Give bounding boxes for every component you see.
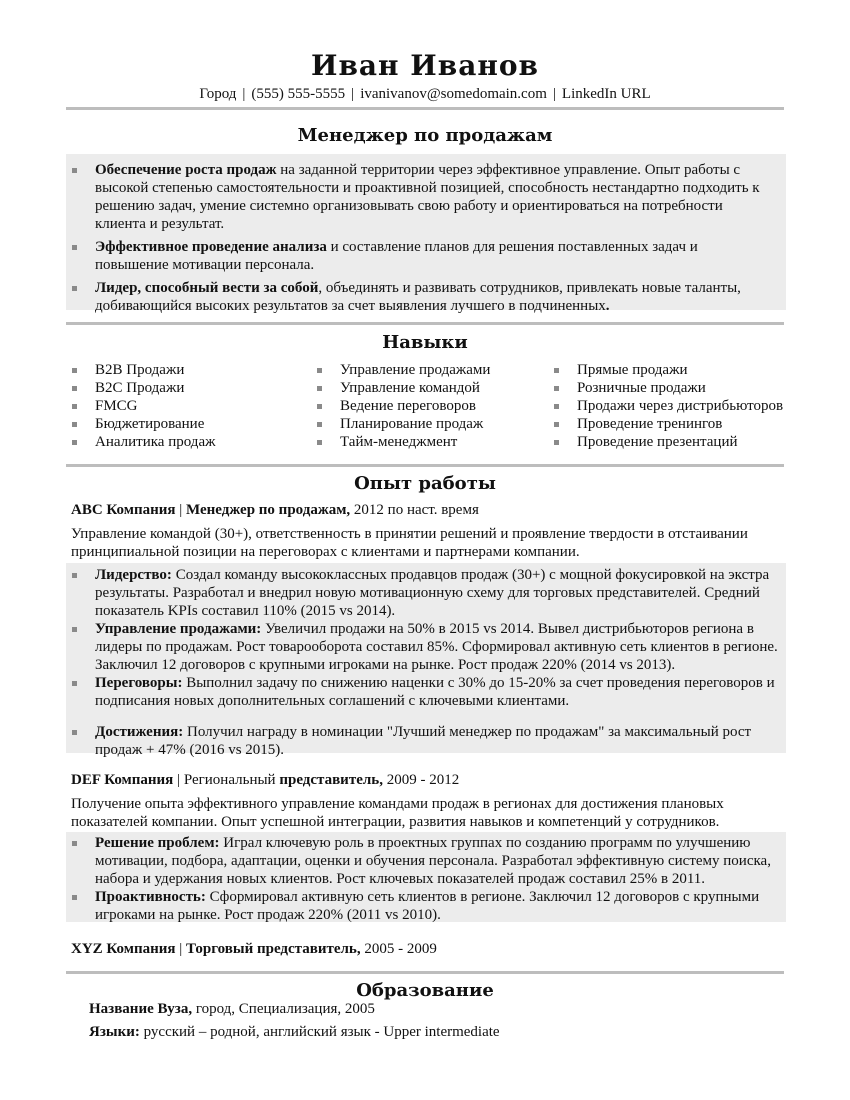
job-bullets (66, 834, 778, 924)
job-bullet: Решение проблем: Играл ключевую роль в проектных группах по созданию программ по улучшению мотивации, подбора, адаптации, оценки и обучения персонала. Разработал эффективную систему поиска, набора и удержания новых клиентов. Рост ключевых показателей продаж составил 25% в 2011. (66, 834, 778, 888)
job-bullet: Лидерство: Создал команду высококлассных продавцов продаж (30+) с мощной фокусировкой на экстра результаты. Разработал и внедрил новую мотивационную схему для торговых представителей. Средний показатель KPIs составил 110% (2015 vs 2014). (66, 566, 778, 620)
job-bullet: Переговоры: Выполнил задачу по снижению наценки с 30% до 15-20% за счет проведения переговоров и подписания новых дополнительных соглашений с ключевыми клиентами. (66, 674, 778, 710)
job-heading: XYZ Компания | Торговый представитель, 2005 - 2009 (71, 941, 437, 957)
contact-email: ivanivanov@somedomain.com (360, 86, 547, 102)
contact-line (0, 84, 850, 104)
summary-item: Обеспечение роста продаж на заданной территории через эффективное управление. Опыт работы с высокой степенью самостоятельности и проактивной позицией, способность нестандартно подходить к решению задач, умение системно организовывать свою работу и ориентироваться на потребности клиента и результат. (66, 161, 766, 233)
education-school: Название Вуза, город, Специализация, 2005 (89, 1001, 375, 1017)
skill-item: Тайм-менеджмент (311, 433, 541, 451)
contact-separator: | (351, 86, 355, 102)
skill-item: Продажи через дистрибьюторов (548, 397, 788, 415)
skill-item: Розничные продажи (548, 379, 788, 397)
contact-linkedin: LinkedIn URL (561, 86, 651, 102)
skill-item: Проведение презентаций (548, 433, 788, 451)
divider (66, 971, 784, 974)
skill-item: Бюджетирование (66, 415, 296, 433)
headline: Менеджер по продажам (297, 125, 553, 146)
job-heading: ABC Компания | Менеджер по продажам, 2012 по наст. время (71, 502, 479, 518)
education-title: Образование (356, 980, 494, 1001)
skills-column-2 (311, 361, 541, 451)
skill-item: Планирование продаж (311, 415, 541, 433)
summary-item: Эффективное проведение анализа и составление планов для решения поставленных задач и повышение мотивации персонала. (66, 238, 766, 274)
job-heading: DEF Компания | Региональный представитель, 2009 - 2012 (71, 772, 460, 788)
skills-column-1 (66, 361, 296, 451)
job-bullet: Управление продажами: Увеличил продажи на 50% в 2015 vs 2014. Вывел дистрибьюторов региона в лидеры по продажам. Рост товарооборота составил 85%. Сформировал активную сеть клиентов в регионе. Заключил 12 договоров с крупными игроками на рынке. Рост продаж 220% (2014 vs 2013). (66, 620, 778, 674)
divider (66, 464, 784, 467)
summary-item: Лидер, способный вести за собой, объединять и развивать сотрудников, привлекать новые таланты, добивающийся высоких результатов за счет выявления лучшего в подчиненных. (66, 279, 766, 315)
skill-item: B2B Продажи (66, 361, 296, 379)
skills-column-3 (548, 361, 788, 451)
skill-item: Проведение тренингов (548, 415, 788, 433)
job-description: Получение опыта эффективного управление командами продаж в регионах для достижения плановых показателей компании. Опыт успешной интеграции, развития навыков и компетенций у сотрудников. (71, 796, 724, 830)
resume-name: Иван Иванов (311, 49, 539, 82)
contact-phone: (555) 555-5555 (251, 86, 346, 102)
skill-item: B2C Продажи (66, 379, 296, 397)
experience-title: Опыт работы (354, 473, 496, 494)
skill-item: Аналитика продаж (66, 433, 296, 451)
skill-item: Ведение переговоров (311, 397, 541, 415)
education-languages: Языки: русский – родной, английский язык - Upper intermediate (89, 1024, 500, 1040)
summary-list (66, 161, 766, 320)
job-bullets (66, 566, 778, 759)
job-description: Управление командой (30+), ответственность в принятии решений и проявление твердости в отстаивании принципиальной позиции на переговорах с клиентами и партнерами компании. (71, 526, 748, 560)
skill-item: Прямые продажи (548, 361, 788, 379)
divider (66, 322, 784, 325)
contact-separator: | (552, 86, 556, 102)
contact-city: Город (199, 86, 237, 102)
skill-item: FMCG (66, 397, 296, 415)
skills-title: Навыки (382, 332, 468, 353)
skill-item: Управление командой (311, 379, 541, 397)
skill-item: Управление продажами (311, 361, 541, 379)
divider (66, 107, 784, 110)
job-bullet: Проактивность: Сформировал активную сеть клиентов в регионе. Заключил 12 договоров с крупными игроками на рынке. Рост продаж 220% (2011 vs 2010). (66, 888, 778, 924)
contact-separator: | (242, 86, 246, 102)
job-bullet: Достижения: Получил награду в номинации "Лучший менеджер по продажам" за максимальный рост продаж + 47% (2016 vs 2015). (66, 723, 778, 759)
